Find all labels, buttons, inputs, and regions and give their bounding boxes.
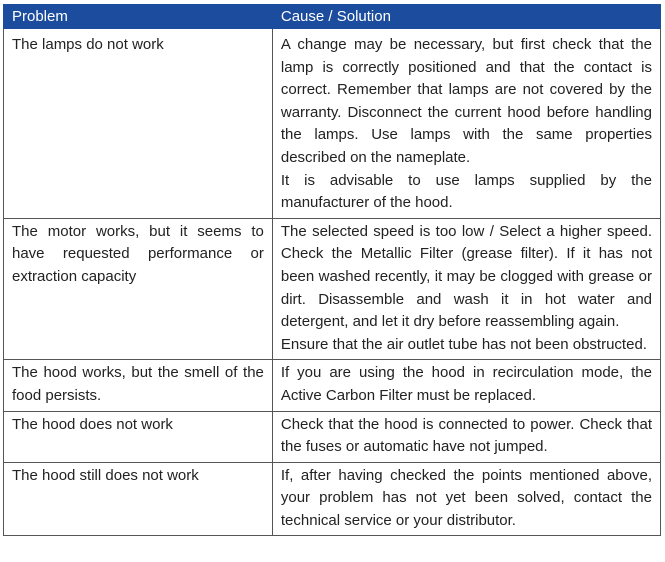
- cause-cell: [272, 462, 660, 536]
- cause-text: Ensure that the air outlet tube has not been obstructed.: [280, 335, 647, 353]
- cause-cell: [272, 360, 660, 411]
- header-problem: Problem: [4, 5, 273, 29]
- cause-cell: [272, 29, 660, 219]
- table-row: [4, 29, 661, 219]
- cause-text: If you are using the hood in recirculation mode, the Active Carbon Filter must be replaced.: [280, 364, 652, 404]
- problem-cell: The hood still does not work: [4, 462, 273, 536]
- problem-cell: The hood works, but the smell of the food persists.: [4, 360, 273, 411]
- cause-text: A change may be necessary, but first check that the lamp is correctly positioned and that the contact is correct. Remember that lamps are not covered by the warranty. Disconnect the current hood before handling the lamps. Use lamps with the same properties described on the nameplate.: [280, 36, 652, 166]
- cause-text: It is advisable to use lamps supplied by the manufacturer of the hood.: [280, 171, 652, 212]
- problem-cell: The hood does not work: [4, 411, 273, 462]
- table-row: [4, 462, 661, 536]
- table-row: [4, 360, 661, 411]
- table-row: [4, 411, 661, 462]
- problem-cell: The lamps do not work: [4, 29, 273, 219]
- cause-cell: [272, 218, 660, 360]
- problem-cell: The motor works, but it seems to have requested performance or extraction capacity: [4, 218, 273, 360]
- table-row: [4, 218, 661, 360]
- header-cause: Cause / Solution: [272, 5, 660, 29]
- troubleshooting-table: [3, 4, 661, 536]
- cause-text: The selected speed is too low / Select a higher speed. Check the Metallic Filter (grease filter). If it has not been washed recently, it may be clogged with grease or dirt. Disassemble and wash it in hot water and detergent, and let it dry before reassembling again.: [280, 222, 652, 331]
- cause-cell: [272, 411, 660, 462]
- cause-text: Check that the hood is connected to power. Check that the fuses or automatic have not jumped.: [280, 415, 652, 456]
- table-header-row: [4, 5, 661, 29]
- cause-text: If, after having checked the points mentioned above, your problem has not yet been solved, contact the technical service or your distributor.: [280, 466, 652, 529]
